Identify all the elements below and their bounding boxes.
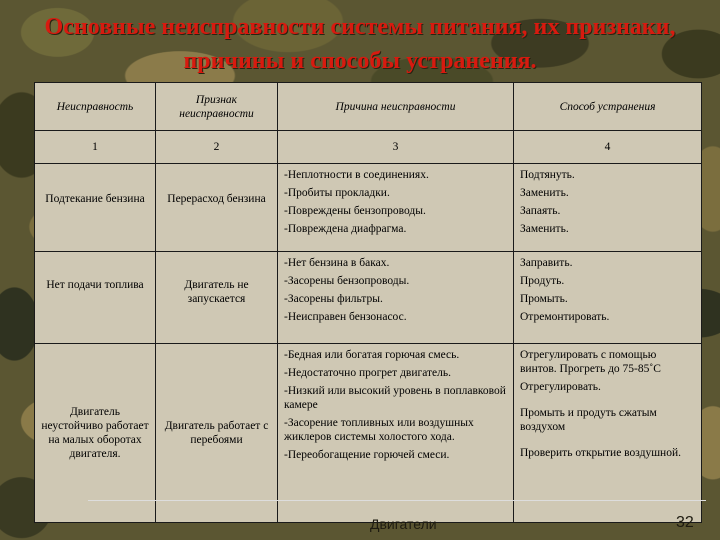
fix-item: Проверить открытие воздушной. xyxy=(520,447,681,459)
cause-item: -Недостаточно прогрет двигатель. xyxy=(284,367,452,379)
header-sign: Признак неисправности xyxy=(156,83,278,131)
fix-item: Промыть. xyxy=(520,293,568,305)
fix-cell xyxy=(514,164,702,252)
cause-item: -Неисправен бензонасос. xyxy=(284,311,407,323)
cause-item: -Бедная или богатая горючая смесь. xyxy=(284,349,460,361)
fix-item: Продуть. xyxy=(520,275,565,287)
cause-item: -Пробиты прокладки. xyxy=(284,187,390,199)
page-number: 32 xyxy=(676,514,694,531)
cause-item: -Переобогащение горючей смеси. xyxy=(284,449,450,461)
fix-item: Промыть и продуть сжатым воздухом xyxy=(520,407,657,433)
col-number: 3 xyxy=(278,131,514,164)
fix-item: Заменить. xyxy=(520,223,569,235)
fix-item: Отрегулировать. xyxy=(520,381,601,393)
footer-text: Двигатели xyxy=(370,516,437,532)
header-cause: Причина неисправности xyxy=(278,83,514,131)
footer-divider xyxy=(88,500,706,501)
cause-cell xyxy=(278,164,514,252)
fix-item: Отрегулировать с помощью винтов. Прогреть до 75-85˚С xyxy=(520,349,661,375)
slide-title: Основные неисправности системы питания, их признаки, причины и способы устранения. xyxy=(44,14,676,74)
cause-cell xyxy=(278,252,514,344)
faults-table xyxy=(34,82,702,523)
table-row xyxy=(35,164,702,252)
cause-item: -Низкий или высокий уровень в поплавковой камере xyxy=(284,385,506,411)
fault-cell: Нет подачи топлива xyxy=(35,252,156,344)
col-number: 4 xyxy=(514,131,702,164)
fix-cell xyxy=(514,252,702,344)
cause-item: -Засорены бензопроводы. xyxy=(284,275,410,287)
cause-item: -Засорение топливных или воздушных жиклеров системы холостого хода. xyxy=(284,417,474,443)
sign-cell: Двигатель работает с перебоями xyxy=(156,344,278,523)
sign-cell: Двигатель не запускается xyxy=(156,252,278,344)
cause-item: -Неплотности в соединениях. xyxy=(284,169,429,181)
cause-item: -Повреждены бензопроводы. xyxy=(284,205,426,217)
fix-item: Подтянуть. xyxy=(520,169,575,181)
faults-table-container xyxy=(34,82,701,523)
table-row xyxy=(35,344,702,523)
header-fix: Способ устранения xyxy=(514,83,702,131)
table-row xyxy=(35,252,702,344)
header-row xyxy=(35,83,702,131)
fix-item: Отремонтировать. xyxy=(520,311,610,323)
fault-cell: Двигатель неустойчиво работает на малых оборотах двигателя. xyxy=(35,344,156,523)
header-fault: Неисправность xyxy=(35,83,156,131)
fix-item: Заправить. xyxy=(520,257,573,269)
fix-cell xyxy=(514,344,702,523)
col-number: 1 xyxy=(35,131,156,164)
fix-item: Заменить. xyxy=(520,187,569,199)
fault-cell: Подтекание бензина xyxy=(35,164,156,252)
fix-item: Запаять. xyxy=(520,205,561,217)
col-number: 2 xyxy=(156,131,278,164)
number-row xyxy=(35,131,702,164)
cause-cell xyxy=(278,344,514,523)
cause-item: -Нет бензина в баках. xyxy=(284,257,390,269)
sign-cell: Перерасход бензина xyxy=(156,164,278,252)
cause-item: -Повреждена диафрагма. xyxy=(284,223,407,235)
cause-item: -Засорены фильтры. xyxy=(284,293,383,305)
